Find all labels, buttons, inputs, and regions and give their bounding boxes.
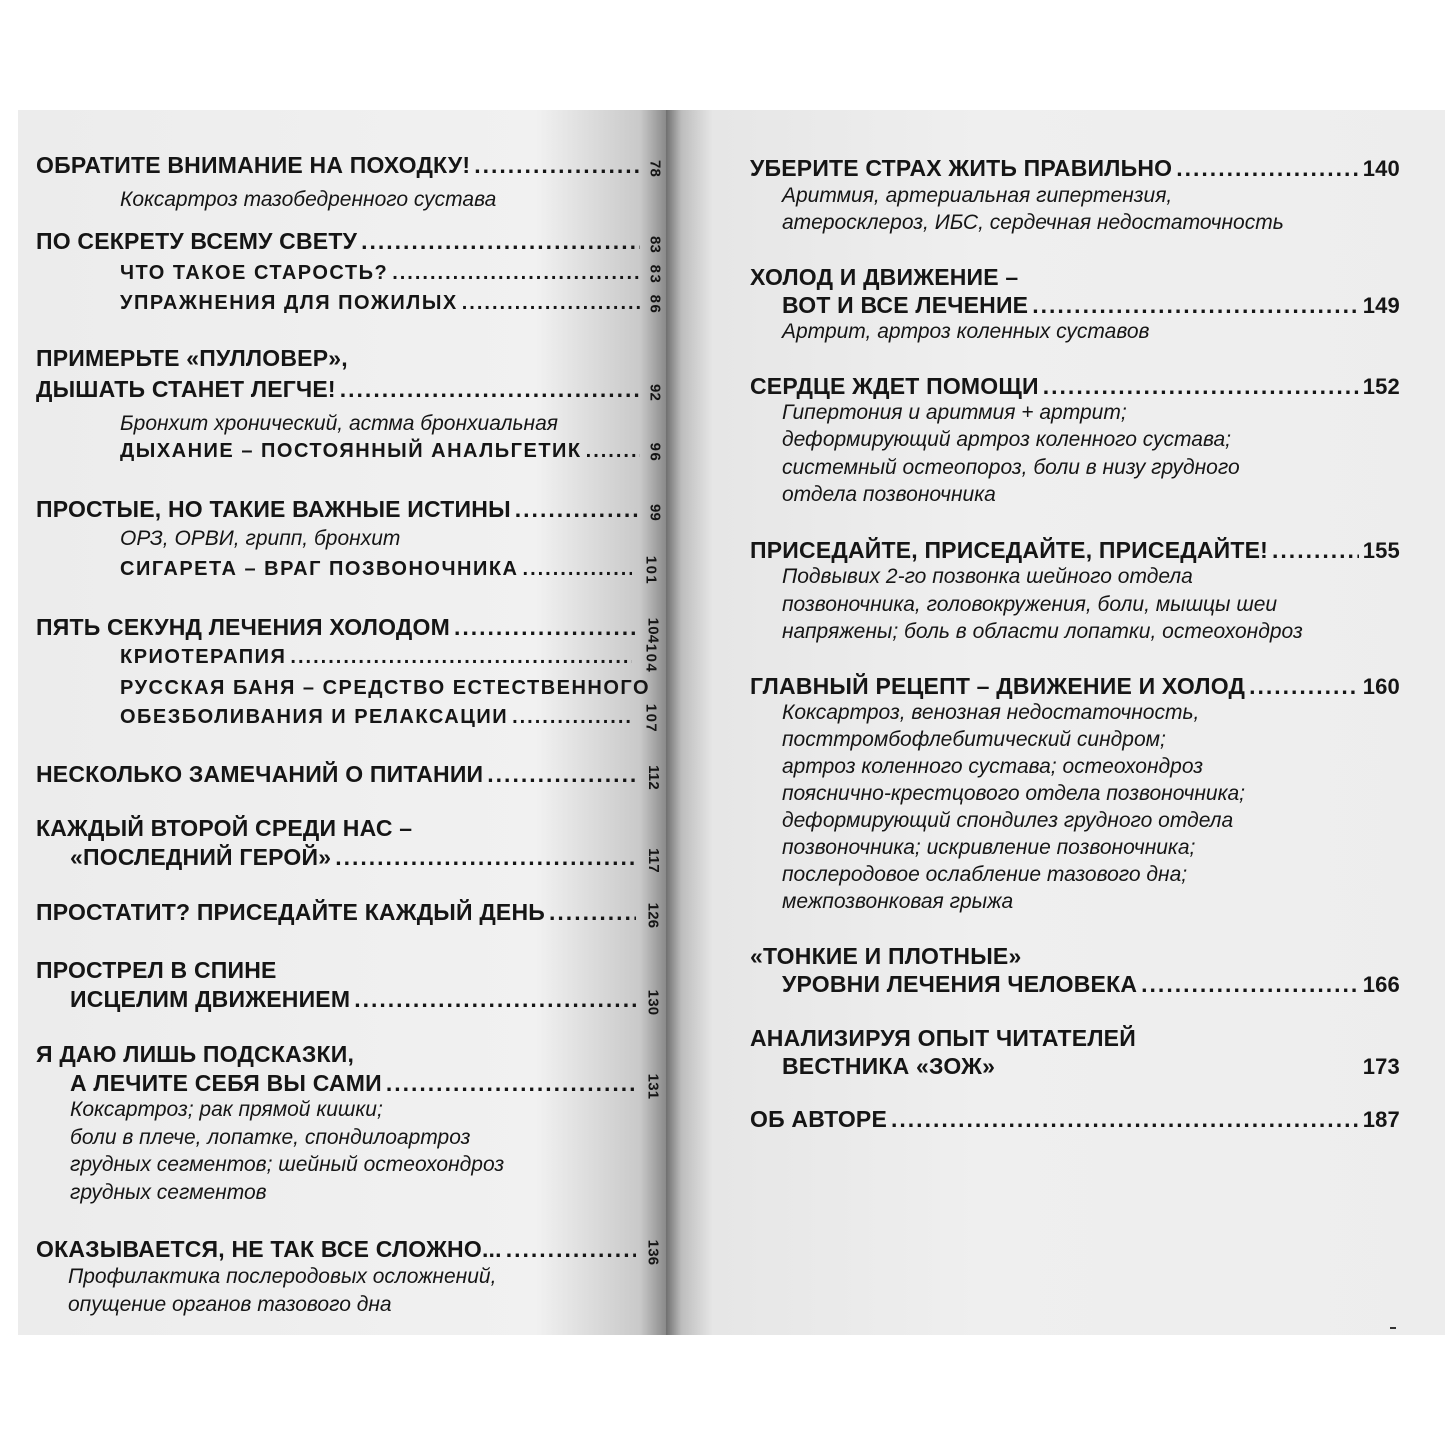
entry-description: Артрит, артроз коленных суставов <box>782 320 1150 343</box>
page-number: 117 <box>645 848 663 873</box>
toc-entry-title[interactable] <box>36 228 666 255</box>
toc-entry-title[interactable] <box>750 1106 1400 1133</box>
page-number: 104 <box>642 643 660 674</box>
entry-description: Подвывих 2-го позвонка шейного отдела <box>782 565 1193 588</box>
toc-entry-title[interactable]: Я ДАЮ ЛИШЬ ПОДСКАЗКИ, <box>36 1041 355 1067</box>
entry-description: Аритмия, артериальная гипертензия, <box>782 184 1173 207</box>
leader-dots <box>1043 373 1359 400</box>
entry-title-text: ВОТ И ВСЕ ЛЕЧЕНИЕ <box>782 292 1029 318</box>
leader-dots <box>586 440 640 463</box>
toc-subentry[interactable] <box>120 555 666 586</box>
entry-description: пояснично-крестцового отдела позвоночника; <box>782 782 1246 805</box>
toc-subentry[interactable] <box>120 703 666 734</box>
page-number: 155 <box>1362 538 1400 563</box>
leader-dots <box>1032 292 1358 319</box>
entry-description: системный остеопороз, боли в низу грудного <box>782 456 1240 479</box>
entry-description: Коксартроз тазобедренного сустава <box>120 188 497 211</box>
page-number: 160 <box>1362 674 1400 699</box>
leader-dots <box>1141 971 1359 998</box>
toc-entry-title[interactable] <box>36 899 666 929</box>
leader-dots <box>454 614 636 641</box>
page-number: 78 <box>646 159 664 178</box>
entry-description: грудных сегментов; шейный остеохондроз <box>70 1153 505 1176</box>
toc-entry-title[interactable]: КАЖДЫЙ ВТОРОЙ СРЕДИ НАС – <box>36 815 413 841</box>
entry-title-text: ОБРАТИТЕ ВНИМАНИЕ НА ПОХОДКУ! <box>36 152 471 178</box>
entry-description: Профилактика послеродовых осложнений, <box>68 1265 497 1288</box>
page-number: 104 <box>644 617 662 644</box>
toc-entry-title[interactable] <box>750 373 1400 400</box>
toc-subentry[interactable]: РУССКАЯ БАНЯ – СРЕДСТВО ЕСТЕСТВЕННОГО <box>120 677 651 699</box>
leader-dots <box>1176 155 1358 182</box>
entry-title-text: ПЯТЬ СЕКУНД ЛЕЧЕНИЯ ХОЛОДОМ <box>36 614 450 640</box>
page-number: 149 <box>1362 293 1400 318</box>
entry-title-text: ПРОСТЫЕ, НО ТАКИЕ ВАЖНЫЕ ИСТИНЫ <box>36 496 511 522</box>
entry-title-text: УРОВНИ ЛЕЧЕНИЯ ЧЕЛОВЕКА <box>782 971 1138 997</box>
toc-entry-title[interactable] <box>36 614 666 644</box>
subentry-title-text: СИГАРЕТА – ВРАГ ПОЗВОНОЧНИКА <box>120 558 519 580</box>
leader-dots <box>335 844 637 871</box>
page-number: 173 <box>1362 1054 1400 1079</box>
leader-dots <box>474 152 640 179</box>
leader-dots <box>515 496 640 523</box>
leader-dots <box>290 646 632 669</box>
entry-description: Бронхит хронический, астма бронхиальная <box>120 412 558 435</box>
entry-description: позвоночника, головокружения, боли, мышцы шеи <box>782 593 1278 616</box>
page-number: 101 <box>642 555 660 586</box>
subentry-title-text: УПРАЖНЕНИЯ ДЛЯ ПОЖИЛЫХ <box>120 292 458 314</box>
page-number: 131 <box>644 1073 662 1100</box>
subentry-title-text: ОБЕЗБОЛИВАНИЯ И РЕЛАКСАЦИИ <box>120 706 509 728</box>
toc-entry-title[interactable] <box>750 537 1400 564</box>
toc-entry-title[interactable] <box>70 1070 666 1100</box>
leader-dots <box>386 1070 637 1097</box>
toc-entry-title[interactable] <box>750 673 1400 700</box>
toc-entry-title[interactable] <box>70 844 666 871</box>
leader-dots <box>462 292 640 315</box>
page-number: 92 <box>646 383 664 402</box>
entry-description: деформирующий спондилез грудного отдела <box>782 809 1234 832</box>
page-number: 83 <box>646 235 664 254</box>
entry-description: ОРЗ, ОРВИ, грипп, бронхит <box>120 527 401 550</box>
entry-description: межпозвонковая грыжа <box>782 890 1014 913</box>
toc-entry-title[interactable] <box>750 155 1400 182</box>
entry-title-text: «ПОСЛЕДНИЙ ГЕРОЙ» <box>70 844 332 870</box>
entry-title-text: ПРИСЕДАЙТЕ, ПРИСЕДАЙТЕ, ПРИСЕДАЙТЕ! <box>750 537 1269 563</box>
toc-entry-title[interactable]: «ТОНКИЕ И ПЛОТНЫЕ» <box>750 943 1022 969</box>
page-number: 86 <box>646 294 664 315</box>
toc-entry-title[interactable] <box>782 1053 1400 1080</box>
toc-entry-title[interactable] <box>36 496 666 523</box>
entry-description: Коксартроз; рак прямой кишки; <box>70 1098 383 1121</box>
entry-title-text: ОКАЗЫВАЕТСЯ, НЕ ТАК ВСЕ СЛОЖНО... <box>36 1236 502 1262</box>
toc-subentry[interactable] <box>120 292 666 315</box>
entry-title-text: ВЕСТНИКА «ЗОЖ» <box>782 1053 996 1079</box>
page-number: 99 <box>646 503 664 522</box>
toc-entry-title[interactable]: ХОЛОД И ДВИЖЕНИЕ – <box>750 264 1019 290</box>
toc-entry-title[interactable]: ПРОСТРЕЛ В СПИНЕ <box>36 957 277 983</box>
page-number: 107 <box>642 703 660 734</box>
entry-title-text: ПРОСТАТИТ? ПРИСЕДАЙТЕ КАЖДЫЙ ДЕНЬ <box>36 899 546 925</box>
toc-entry-title[interactable] <box>70 986 666 1016</box>
toc-entry-title[interactable]: ПРИМЕРЬТЕ «ПУЛЛОВЕР», <box>36 345 348 371</box>
leader-dots <box>354 986 636 1013</box>
entry-description: деформирующий артроз коленного сустава; <box>782 428 1231 451</box>
entry-description: Гипертония и аритмия + артрит; <box>782 401 1127 424</box>
toc-entry-title[interactable] <box>36 152 666 179</box>
page-number: 126 <box>644 902 662 929</box>
leader-dots <box>1272 537 1359 564</box>
entry-title-text: А ЛЕЧИТЕ СЕБЯ ВЫ САМИ <box>70 1070 382 1096</box>
entry-description: атеросклероз, ИБС, сердечная недостаточность <box>782 211 1284 234</box>
entry-description: послеродовое ослабление тазового дна; <box>782 863 1188 886</box>
leader-dots <box>549 899 636 926</box>
entry-description: опущение органов тазового дна <box>68 1293 392 1316</box>
page-number: 130 <box>644 989 662 1016</box>
toc-entry-title[interactable] <box>36 376 666 403</box>
toc-subentry[interactable] <box>120 440 666 463</box>
page-number: 112 <box>645 765 663 790</box>
page-number: 166 <box>1362 972 1400 997</box>
entry-title-text: ОБ АВТОРЕ <box>750 1106 888 1132</box>
page-number: 140 <box>1362 156 1400 181</box>
entry-title-text: ДЫШАТЬ СТАНЕТ ЛЕГЧЕ! <box>36 376 336 402</box>
leader-dots <box>512 706 632 729</box>
leader-dots <box>361 228 640 255</box>
toc-entry-title[interactable] <box>782 971 1400 998</box>
entry-description: напряжены; боль в области лопатки, остеохондроз <box>782 620 1303 643</box>
entry-description: грудных сегментов <box>70 1181 267 1204</box>
page-number: 83 <box>646 264 664 285</box>
leader-dots <box>891 1106 1359 1133</box>
page-number: 187 <box>1362 1107 1400 1132</box>
entry-description: боли в плече, лопатке, спондилоартроз <box>70 1126 471 1149</box>
page-number: 96 <box>646 442 664 463</box>
entry-title-text: ГЛАВНЫЙ РЕЦЕПТ – ДВИЖЕНИЕ И ХОЛОД <box>750 673 1246 699</box>
toc-entry-title[interactable] <box>782 292 1400 319</box>
entry-description: отдела позвоночника <box>782 483 996 506</box>
entry-title-text: СЕРДЦЕ ЖДЕТ ПОМОЩИ <box>750 373 1039 399</box>
toc-subentry[interactable] <box>120 262 666 285</box>
toc-entry-title[interactable]: АНАЛИЗИРУЯ ОПЫТ ЧИТАТЕЛЕЙ <box>750 1025 1136 1051</box>
toc-entry-title[interactable] <box>36 761 666 788</box>
page-number: 136 <box>644 1239 662 1266</box>
entry-title-text: НЕСКОЛЬКО ЗАМЕЧАНИЙ О ПИТАНИИ <box>36 761 484 787</box>
toc-subentry[interactable] <box>120 643 666 674</box>
entry-description: посттромбофлебитический синдром; <box>782 728 1166 751</box>
leader-dots <box>506 1236 637 1263</box>
leader-dots <box>487 761 637 788</box>
subentry-title-text: ДЫХАНИЕ – ПОСТОЯННЫЙ АНАЛЬГЕТИК <box>120 440 582 462</box>
subentry-title-text: ЧТО ТАКОЕ СТАРОСТЬ? <box>120 262 389 284</box>
entry-description: артроз коленного сустава; остеохондроз <box>782 755 1204 778</box>
print-mark <box>1390 1327 1396 1329</box>
leader-dots <box>392 262 640 285</box>
entry-title-text: УБЕРИТЕ СТРАХ ЖИТЬ ПРАВИЛЬНО <box>750 155 1173 181</box>
entry-title-text: ИСЦЕЛИМ ДВИЖЕНИЕМ <box>70 986 351 1012</box>
leader-dots <box>340 376 640 403</box>
entry-description: Коксартроз, венозная недостаточность, <box>782 701 1200 724</box>
leader-dots <box>523 558 633 581</box>
toc-entry-title[interactable] <box>36 1236 666 1266</box>
subentry-title-text: КРИОТЕРАПИЯ <box>120 646 287 668</box>
leader-dots <box>1249 673 1359 700</box>
entry-description: позвоночника; искривление позвоночника; <box>782 836 1196 859</box>
page-number: 152 <box>1362 374 1400 399</box>
entry-title-text: ПО СЕКРЕТУ ВСЕМУ СВЕТУ <box>36 228 358 254</box>
